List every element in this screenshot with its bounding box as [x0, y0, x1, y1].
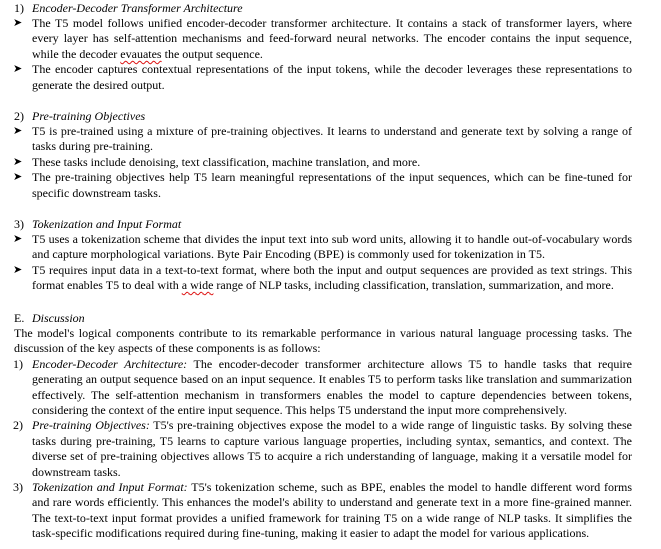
list-number: 2) — [13, 418, 23, 433]
section-heading — [0, 217, 661, 232]
section-number: E. — [14, 311, 25, 325]
section-number: 3) — [14, 217, 24, 231]
section-encoder-decoder — [0, 1, 661, 93]
list-item-lead: Encoder-Decoder Architecture: — [32, 356, 188, 371]
section-title: Discussion — [32, 311, 85, 325]
list-number: 3) — [13, 480, 23, 495]
spelling-flagged-word: evauates — [120, 46, 162, 61]
discussion-intro: The model's logical components contribute to its remarkable performance in various natural language processing tasks. The discussion of the key aspects of these components is as follows: — [14, 326, 632, 356]
arrow-bullet-icon: ➤ — [13, 125, 23, 137]
section-title: Tokenization and Input Format — [32, 217, 182, 231]
spelling-flagged-word: a wide — [181, 278, 214, 293]
section-number: 1) — [14, 1, 24, 15]
list-item — [0, 480, 661, 542]
list-item-lead: Tokenization and Input Format: — [32, 480, 188, 495]
list-item — [0, 357, 661, 419]
bullet-item: ➤ The pre-training objectives help T5 learn meaningful representations of the input sequences, which can be fine-tuned for specific downstream tasks. — [13, 170, 632, 200]
bullet-item: ➤ T5 uses a tokenization scheme that divides the input text into sub word units, allowing it to handle out-of-vocabulary words and capture morphological variations. Byte Pair Encoding (BPE) is commonly used for tokenization in T5. — [13, 232, 632, 262]
list-item — [0, 418, 661, 480]
section-number: 2) — [14, 109, 24, 123]
arrow-bullet-icon: ➤ — [13, 155, 23, 168]
section-title: Encoder-Decoder Transformer Architecture — [32, 1, 243, 15]
section-pretraining — [0, 109, 661, 201]
section-heading — [0, 1, 661, 16]
list-item-text: T5's tokenization scheme, such as BPE, enables the model to handle different word forms and rare words efficiently. This enhances the model's ability to understand and generate text in a more fine-grained manner. The text-to-text input format provides a unified framework for training T5 on a wide range of NLP tasks. It simplifies the task-specific modifications required during fine-tuning, making it easier to adapt the model for various applications. — [32, 480, 632, 541]
list-number: 1) — [13, 356, 23, 371]
section-heading — [0, 311, 661, 326]
section-tokenization — [0, 217, 661, 294]
arrow-bullet-icon: ➤ — [13, 233, 23, 245]
arrow-bullet-icon: ➤ — [13, 171, 23, 184]
list-item-lead: Pre-training Objectives: — [32, 418, 150, 433]
bullet-item: ➤ T5 requires input data in a text-to-text format, where both the input and output sequences are provided as text strings. This format enables T5 to deal with a wide range of NLP tasks, including classification, translation, summarization, and more. — [13, 262, 632, 293]
bullet-item: ➤ These tasks include denoising, text classification, machine translation, and more. — [13, 154, 421, 169]
bullet-item: ➤ The T5 model follows unified encoder-decoder transformer architecture. It contains a stack of transformer layers, where every layer has self-attention mechanisms and feed-forward neural networks. The encoder contains the input sequence, while the decoder evauates the output sequence. — [13, 16, 632, 61]
arrow-bullet-icon: ➤ — [13, 17, 23, 29]
section-title: Pre-training Objectives — [32, 109, 146, 123]
list-item-text: T5's pre-training objectives expose the model to a wide range of linguistic tasks. By solving these tasks during pre-training, T5 learns to capture various language properties, including syntax, semantics, and context. The diverse set of pre-training objectives allows T5 to acquire a rich understanding of language, making it a versatile model for downstream tasks. — [32, 418, 633, 479]
bullet-item: ➤ T5 is pre-trained using a mixture of pre-training objectives. It learns to understand and generate text by solving a range of tasks during pre-training. — [13, 124, 632, 154]
section-discussion — [0, 311, 661, 542]
bullet-item: ➤ The encoder captures contextual representations of the input tokens, while the decoder leverages these representations to generate the desired output. — [13, 62, 632, 92]
section-heading — [0, 109, 661, 124]
arrow-bullet-icon: ➤ — [13, 263, 23, 276]
list-item-text: The encoder-decoder transformer architecture allows T5 to handle tasks that require generating an output sequence based on an input sequence. It enables T5 to perform tasks like translation and summarization effectively. The self-attention mechanism in transformers enables the model to capture dependencies between tokens, considering the context of the entire input sequence. This helps T5 understand the input more comprehensively. — [32, 356, 632, 418]
arrow-bullet-icon: ➤ — [13, 63, 23, 76]
